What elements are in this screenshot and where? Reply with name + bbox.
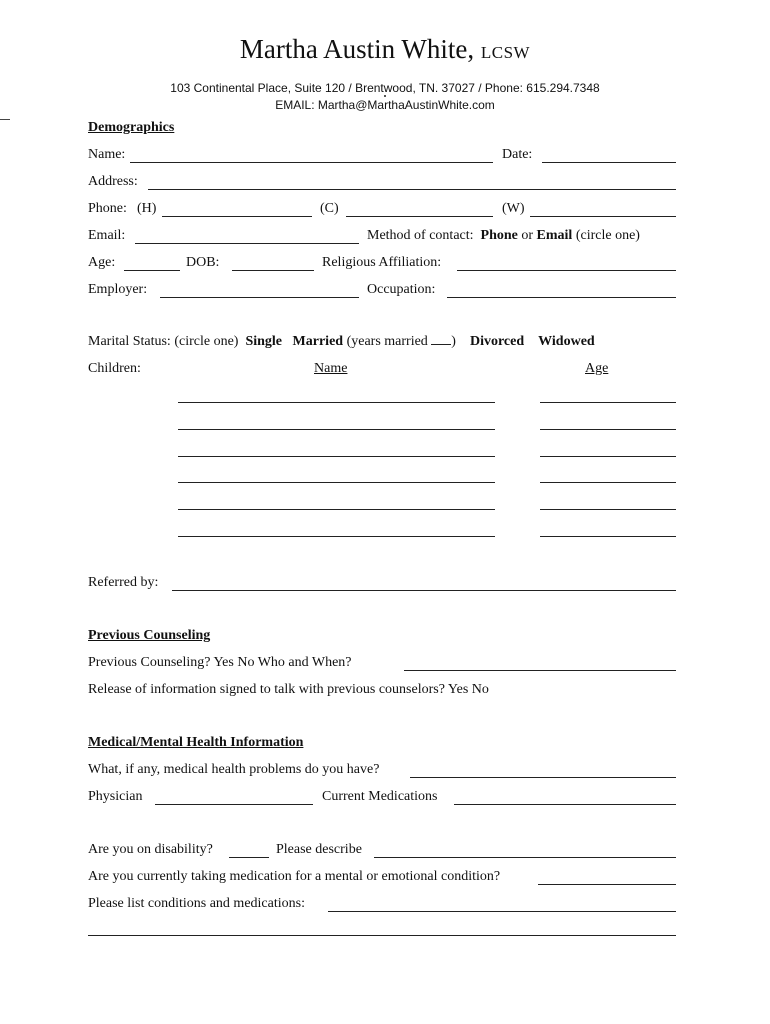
religious-field[interactable]: [457, 270, 676, 271]
disability-field[interactable]: [229, 857, 269, 858]
medications-label: Current Medications: [322, 789, 438, 804]
child-name-field[interactable]: [178, 509, 495, 510]
child-age-field[interactable]: [540, 402, 676, 403]
child-age-field[interactable]: [540, 482, 676, 483]
credential: LCSW: [480, 43, 531, 62]
religious-label: Religious Affiliation:: [322, 255, 442, 270]
demographics-heading: Demographics: [88, 120, 175, 135]
home-phone-field[interactable]: [162, 216, 312, 217]
children-age-header: Age: [585, 361, 609, 376]
describe-label: Please describe: [276, 842, 362, 857]
address-field[interactable]: [148, 189, 676, 190]
disability-question: Are you on disability?: [88, 842, 213, 857]
conditions-field[interactable]: [328, 911, 676, 912]
employer-field[interactable]: [160, 297, 359, 298]
address-label: Address:: [88, 174, 138, 189]
single-option[interactable]: Single: [245, 334, 283, 349]
dob-label: DOB:: [186, 255, 220, 270]
home-phone-label: (H): [137, 201, 157, 216]
child-name-field[interactable]: [178, 402, 495, 403]
age-field[interactable]: [124, 270, 180, 271]
child-age-field[interactable]: [540, 536, 676, 537]
cell-phone-field[interactable]: [346, 216, 493, 217]
name-field[interactable]: [130, 162, 493, 163]
physician-label: Physician: [88, 789, 143, 804]
medications-field[interactable]: [454, 804, 676, 805]
date-label: Date:: [502, 147, 533, 162]
mental-medication-question: Are you currently taking medication for a mental or emotional condition?: [88, 869, 501, 884]
email-label: Email:: [88, 228, 126, 243]
medical-heading: Medical/Mental Health Information: [88, 735, 304, 750]
occupation-label: Occupation:: [367, 282, 436, 297]
phone-label: Phone:: [88, 201, 127, 216]
children-name-header: Name: [314, 361, 348, 376]
child-age-field[interactable]: [540, 456, 676, 457]
child-age-field[interactable]: [540, 429, 676, 430]
email-line: EMAIL: Martha@MarthaAustinWhite.com: [275, 98, 495, 112]
phone-option[interactable]: Phone: [480, 228, 518, 243]
child-name-field[interactable]: [178, 429, 495, 430]
address-line: 103 Continental Place, Suite 120 / Brentwood, TN. 37027 / Phone: 615.294.7348: [170, 81, 600, 95]
mental-medication-field[interactable]: [538, 884, 676, 885]
married-option[interactable]: Married: [292, 334, 344, 349]
referred-label: Referred by:: [88, 575, 159, 590]
describe-field[interactable]: [374, 857, 676, 858]
margin-mark: [0, 119, 10, 120]
practitioner-name: Martha Austin White, LCSW: [239, 34, 531, 64]
email-field[interactable]: [135, 243, 359, 244]
previous-counseling-heading: Previous Counseling: [88, 628, 211, 643]
widowed-option[interactable]: Widowed: [538, 334, 595, 349]
conditions-field-extra[interactable]: [88, 935, 676, 936]
employer-label: Employer:: [88, 282, 148, 297]
years-married-field[interactable]: [431, 344, 451, 345]
scan-dot: [384, 95, 386, 97]
work-phone-label: (W): [502, 201, 525, 216]
child-name-field[interactable]: [178, 536, 495, 537]
occupation-field[interactable]: [447, 297, 676, 298]
dob-field[interactable]: [232, 270, 314, 271]
release-question: Release of information signed to talk with previous counselors? Yes No: [88, 682, 489, 697]
child-name-field[interactable]: [178, 482, 495, 483]
contact-method: Method of contact: Phone or Email (circle one): [367, 228, 640, 243]
child-age-field[interactable]: [540, 509, 676, 510]
child-name-field[interactable]: [178, 456, 495, 457]
marital-status: Marital Status: (circle one) Single Married (years married ) Divorced Widowed: [88, 334, 595, 349]
physician-field[interactable]: [155, 804, 313, 805]
work-phone-field[interactable]: [530, 216, 676, 217]
medical-problems-field[interactable]: [410, 777, 676, 778]
date-field[interactable]: [542, 162, 676, 163]
conditions-list-label: Please list conditions and medications:: [88, 896, 305, 911]
age-label: Age:: [88, 255, 116, 270]
email-option[interactable]: Email: [536, 228, 573, 243]
previous-counseling-question: Previous Counseling? Yes No Who and When?: [88, 655, 352, 670]
name-label: Name:: [88, 147, 126, 162]
referred-field[interactable]: [172, 590, 676, 591]
who-when-field[interactable]: [404, 670, 676, 671]
children-label: Children:: [88, 361, 141, 376]
cell-phone-label: (C): [320, 201, 339, 216]
divorced-option[interactable]: Divorced: [469, 334, 525, 349]
medical-problems-question: What, if any, medical health problems do you have?: [88, 762, 380, 777]
